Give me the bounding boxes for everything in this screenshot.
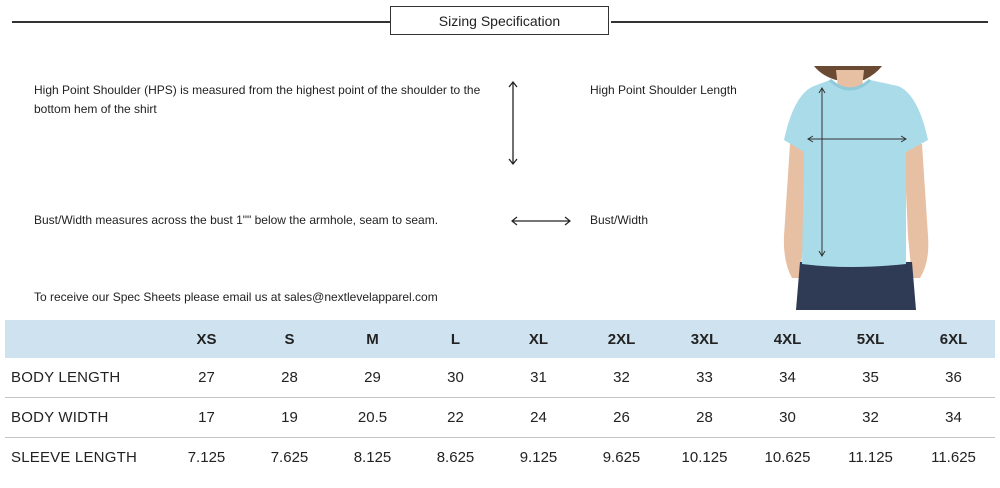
page-title: Sizing Specification xyxy=(390,6,609,35)
table-cell: 11.125 xyxy=(848,449,893,466)
horizontal-arrow-icon xyxy=(510,214,572,228)
size-header: S xyxy=(248,320,331,358)
table-cell: 26 xyxy=(580,398,663,438)
hps-description: High Point Shoulder (HPS) is measured from the highest point of the shoulder to the bottom hem of the shirt xyxy=(34,83,481,116)
table-cell: 31 xyxy=(497,358,580,398)
table-cell: 27 xyxy=(165,358,248,398)
table-cell: 7.625 xyxy=(270,449,309,466)
table-cell: 36 xyxy=(912,358,995,398)
table-cell: 10.625 xyxy=(764,449,811,466)
row-label: SLEEVE LENGTH xyxy=(11,449,137,466)
table-cell: 17 xyxy=(165,398,248,438)
size-header: M xyxy=(331,320,414,358)
table-cell: 22 xyxy=(414,398,497,438)
size-header: 2XL xyxy=(580,320,663,358)
table-cell: 11.625 xyxy=(931,449,976,466)
table-row xyxy=(5,398,995,438)
table-cell: 8.625 xyxy=(436,449,475,466)
table-cell: 29 xyxy=(331,358,414,398)
size-header: L xyxy=(414,320,497,358)
table-cell: 34 xyxy=(912,398,995,438)
table-cell: 28 xyxy=(248,358,331,398)
model-tshirt-image xyxy=(778,66,934,310)
row-label: BODY LENGTH xyxy=(5,358,165,398)
table-cell: 9.625 xyxy=(602,449,641,466)
hps-label: High Point Shoulder Length xyxy=(590,83,737,97)
table-cell: 32 xyxy=(829,398,912,438)
table-row xyxy=(5,358,995,398)
header-corner xyxy=(5,320,165,358)
table-cell: 32 xyxy=(580,358,663,398)
table-row xyxy=(5,438,995,478)
title-rule-left xyxy=(12,21,390,23)
row-label: BODY WIDTH xyxy=(5,398,165,438)
table-cell: 20.5 xyxy=(331,398,414,438)
table-cell: 19 xyxy=(248,398,331,438)
table-cell: 33 xyxy=(663,358,746,398)
bust-description: Bust/Width measures across the bust 1"" below the armhole, seam to seam. xyxy=(34,213,439,227)
table-cell: 10.125 xyxy=(681,449,728,466)
table-cell: 8.125 xyxy=(353,449,392,466)
table-cell: 9.125 xyxy=(519,449,558,466)
bust-label: Bust/Width xyxy=(590,213,649,227)
vertical-arrow-icon xyxy=(506,80,520,166)
table-cell: 35 xyxy=(829,358,912,398)
table-cell: 28 xyxy=(663,398,746,438)
size-header: 6XL xyxy=(912,320,995,358)
size-header: 4XL xyxy=(746,320,829,358)
spec-sheet-note: To receive our Spec Sheets please email us at sales@nextlevelapparel.com xyxy=(34,290,438,304)
size-header: XL xyxy=(497,320,580,358)
table-cell: 34 xyxy=(746,358,829,398)
size-header-row xyxy=(5,320,995,358)
size-header: 3XL xyxy=(663,320,746,358)
size-header: 5XL xyxy=(829,320,912,358)
title-rule-right xyxy=(611,21,988,23)
size-chart-table xyxy=(5,320,995,477)
table-cell: 30 xyxy=(414,358,497,398)
table-cell: 30 xyxy=(746,398,829,438)
table-cell: 24 xyxy=(497,398,580,438)
size-header: XS xyxy=(165,320,248,358)
table-cell: 7.125 xyxy=(187,449,226,466)
